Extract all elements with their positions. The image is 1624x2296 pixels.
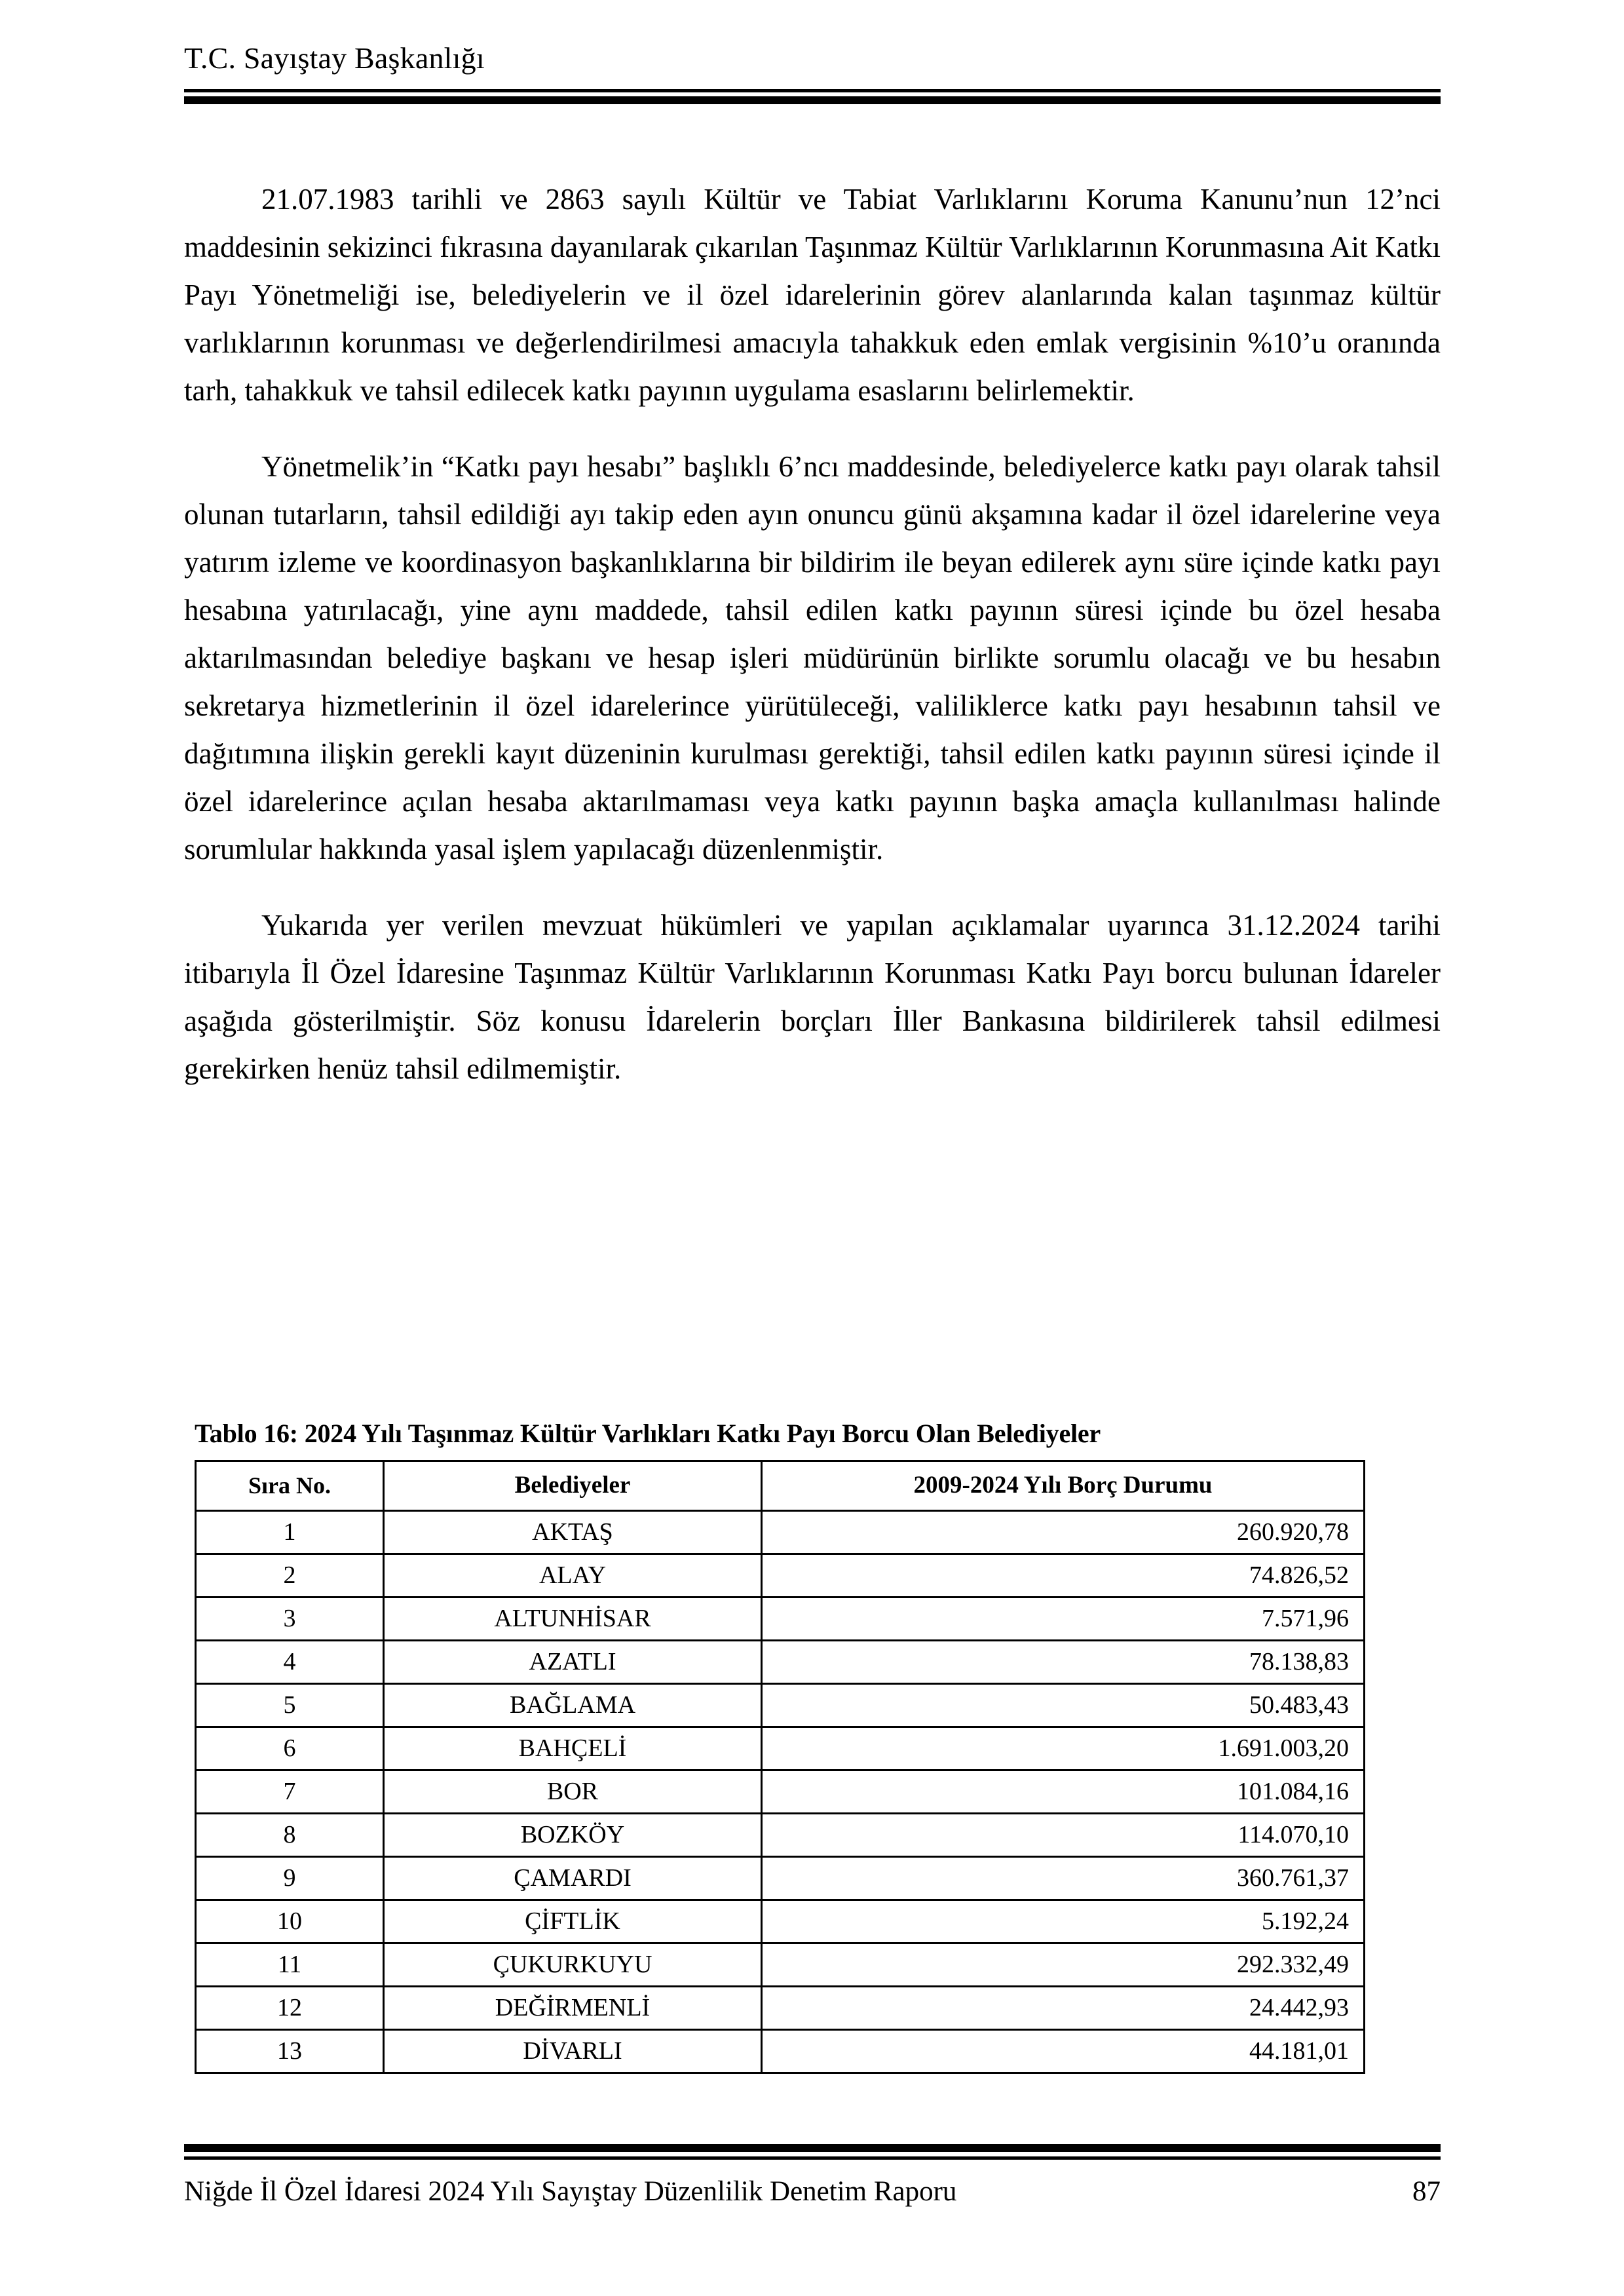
cell-belediye: ÇUKURKUYU [384,1943,762,1987]
cell-borc: 44.181,01 [762,2030,1365,2073]
cell-sira-no: 5 [196,1684,384,1727]
cell-borc: 78.138,83 [762,1641,1365,1684]
cell-sira-no: 9 [196,1857,384,1900]
table-row [196,1727,1365,1770]
cell-borc: 7.571,96 [762,1598,1365,1641]
body-paragraph-1: 21.07.1983 tarihli ve 2863 sayılı Kültür ve Tabiat Varlıklarını Koruma Kanunu’nun 12’nci maddesinin sekizinci fıkrasına dayanılarak çıkarılan Taşınmaz Kültür Varlıklarının Korunmasına Ait Katkı Payı Yönetmeliği ise, belediyelerin ve il özel idarelerinin görev alanlarında kalan taşınmaz kültür varlıklarının korunması ve değerlendirilmesi amacıyla tahakkuk eden emlak vergisinin %10’u oranında tarh, tahakkuk ve tahsil edilecek katkı payının uygulama esaslarını belirlemektir. [184,183,1441,407]
table-row [196,1943,1365,1987]
cell-borc: 101.084,16 [762,1770,1365,1814]
table-row [196,1554,1365,1598]
cell-belediye: ÇAMARDI [384,1857,762,1900]
header-institution-title: T.C. Sayıştay Başkanlığı [184,41,485,75]
cell-sira-no: 10 [196,1900,384,1943]
cell-sira-no: 3 [196,1598,384,1641]
table-row [196,2030,1365,2073]
cell-belediye: BAĞLAMA [384,1684,762,1727]
body-paragraph-3: Yukarıda yer verilen mevzuat hükümleri ve yapılan açıklamalar uyarınca 31.12.2024 tarihi itibarıyla İl Özel İdaresine Taşınmaz Kültür Varlıklarının Korunması Katkı Payı borcu bulunan İdareler aşağıda gösterilmiştir. Söz konusu İdarelerin borçları İller Bankasına bildirilerek tahsil edilmesi gerekirken henüz tahsil edilmemiştir. [184,909,1441,1086]
cell-borc: 5.192,24 [762,1900,1365,1943]
cell-borc: 50.483,43 [762,1684,1365,1727]
header-divider-rule [184,89,1441,104]
cell-belediye: ALTUNHİSAR [384,1598,762,1641]
cell-sira-no: 4 [196,1641,384,1684]
cell-sira-no: 1 [196,1511,384,1554]
column-header-sira-no: Sıra No. [196,1461,384,1511]
table-caption: Tablo 16: 2024 Yılı Taşınmaz Kültür Varlıkları Katkı Payı Borcu Olan Belediyeler [195,1419,1101,1448]
cell-belediye: ALAY [384,1554,762,1598]
cell-belediye: ÇİFTLİK [384,1900,762,1943]
document-body [184,176,1441,1093]
cell-sira-no: 13 [196,2030,384,2073]
table-section [195,1417,1363,2074]
table-row [196,1814,1365,1857]
cell-belediye: AZATLI [384,1641,762,1684]
cell-borc: 114.070,10 [762,1814,1365,1857]
footer-rule-gap [184,2152,1441,2156]
cell-sira-no: 12 [196,1987,384,2030]
cell-borc: 24.442,93 [762,1987,1365,2030]
cell-belediye: DİVARLI [384,2030,762,2073]
cell-borc: 260.920,78 [762,1511,1365,1554]
table-row [196,1511,1365,1554]
cell-borc: 292.332,49 [762,1943,1365,1987]
cell-sira-no: 7 [196,1770,384,1814]
column-header-belediyeler: Belediyeler [384,1461,762,1511]
cell-belediye: BAHÇELİ [384,1727,762,1770]
table-header [196,1461,1365,1511]
cell-belediye: AKTAŞ [384,1511,762,1554]
cell-borc: 74.826,52 [762,1554,1365,1598]
body-paragraph-2: Yönetmelik’in “Katkı payı hesabı” başlıklı 6’ncı maddesinde, belediyelerce katkı payı olarak tahsil olunan tutarların, tahsil edildiği ayı takip eden ayın onuncu günü akşamına kadar il özel idarelerine veya yatırım izleme ve koordinasyon başkanlıklarına bir bildirim ile beyan edilerek aynı süre içinde katkı payı hesabına yatırılacağı, yine aynı maddede, tahsil edilen katkı payının süresi içinde bu özel hesaba aktarılmasından belediye başkanı ve hesap işleri müdürünün birlikte sorumlu olacağı ve bu hesabın sekretarya hizmetlerinin il özel idarelerince yürütüleceği, valiliklerce katkı payı hesabının tahsil ve dağıtımına ilişkin gerekli kayıt düzeninin kurulması gerektiği, tahsil edilen katkı payının süresi içinde il özel idarelerince açılan hesaba aktarılmaması veya katkı payının başka amaçla kullanılması halinde sorumlular hakkında yasal işlem yapılacağı düzenlenmiştir. [184,450,1441,866]
cell-borc: 1.691.003,20 [762,1727,1365,1770]
municipality-debt-table [195,1460,1365,2074]
footer-rule-thin-line [184,2156,1441,2160]
page-footer [184,2144,1441,2210]
cell-belediye: BOZKÖY [384,1814,762,1857]
footer-report-title: Niğde İl Özel İdaresi 2024 Yılı Sayıştay Düzenlilik Denetim Raporu [184,2176,957,2207]
table-row [196,1900,1365,1943]
cell-sira-no: 8 [196,1814,384,1857]
cell-belediye: DEĞİRMENLİ [384,1987,762,2030]
column-header-borc-durumu: 2009-2024 Yılı Borç Durumu [762,1461,1365,1511]
table-row [196,1770,1365,1814]
cell-borc: 360.761,37 [762,1857,1365,1900]
header-rule-thick-line [184,96,1441,104]
footer-divider-rule [184,2144,1441,2160]
footer-page-number: 87 [1412,2176,1441,2207]
footer-content-row [184,2174,1441,2210]
table-row [196,1857,1365,1900]
table-row [196,1598,1365,1641]
table-header-row [196,1461,1365,1511]
cell-sira-no: 2 [196,1554,384,1598]
footer-rule-thick-line [184,2144,1441,2152]
cell-belediye: BOR [384,1770,762,1814]
table-row [196,1641,1365,1684]
cell-sira-no: 11 [196,1943,384,1987]
table-row [196,1684,1365,1727]
table-body [196,1511,1365,2073]
table-row [196,1987,1365,2030]
cell-sira-no: 6 [196,1727,384,1770]
page-header [184,39,1441,104]
